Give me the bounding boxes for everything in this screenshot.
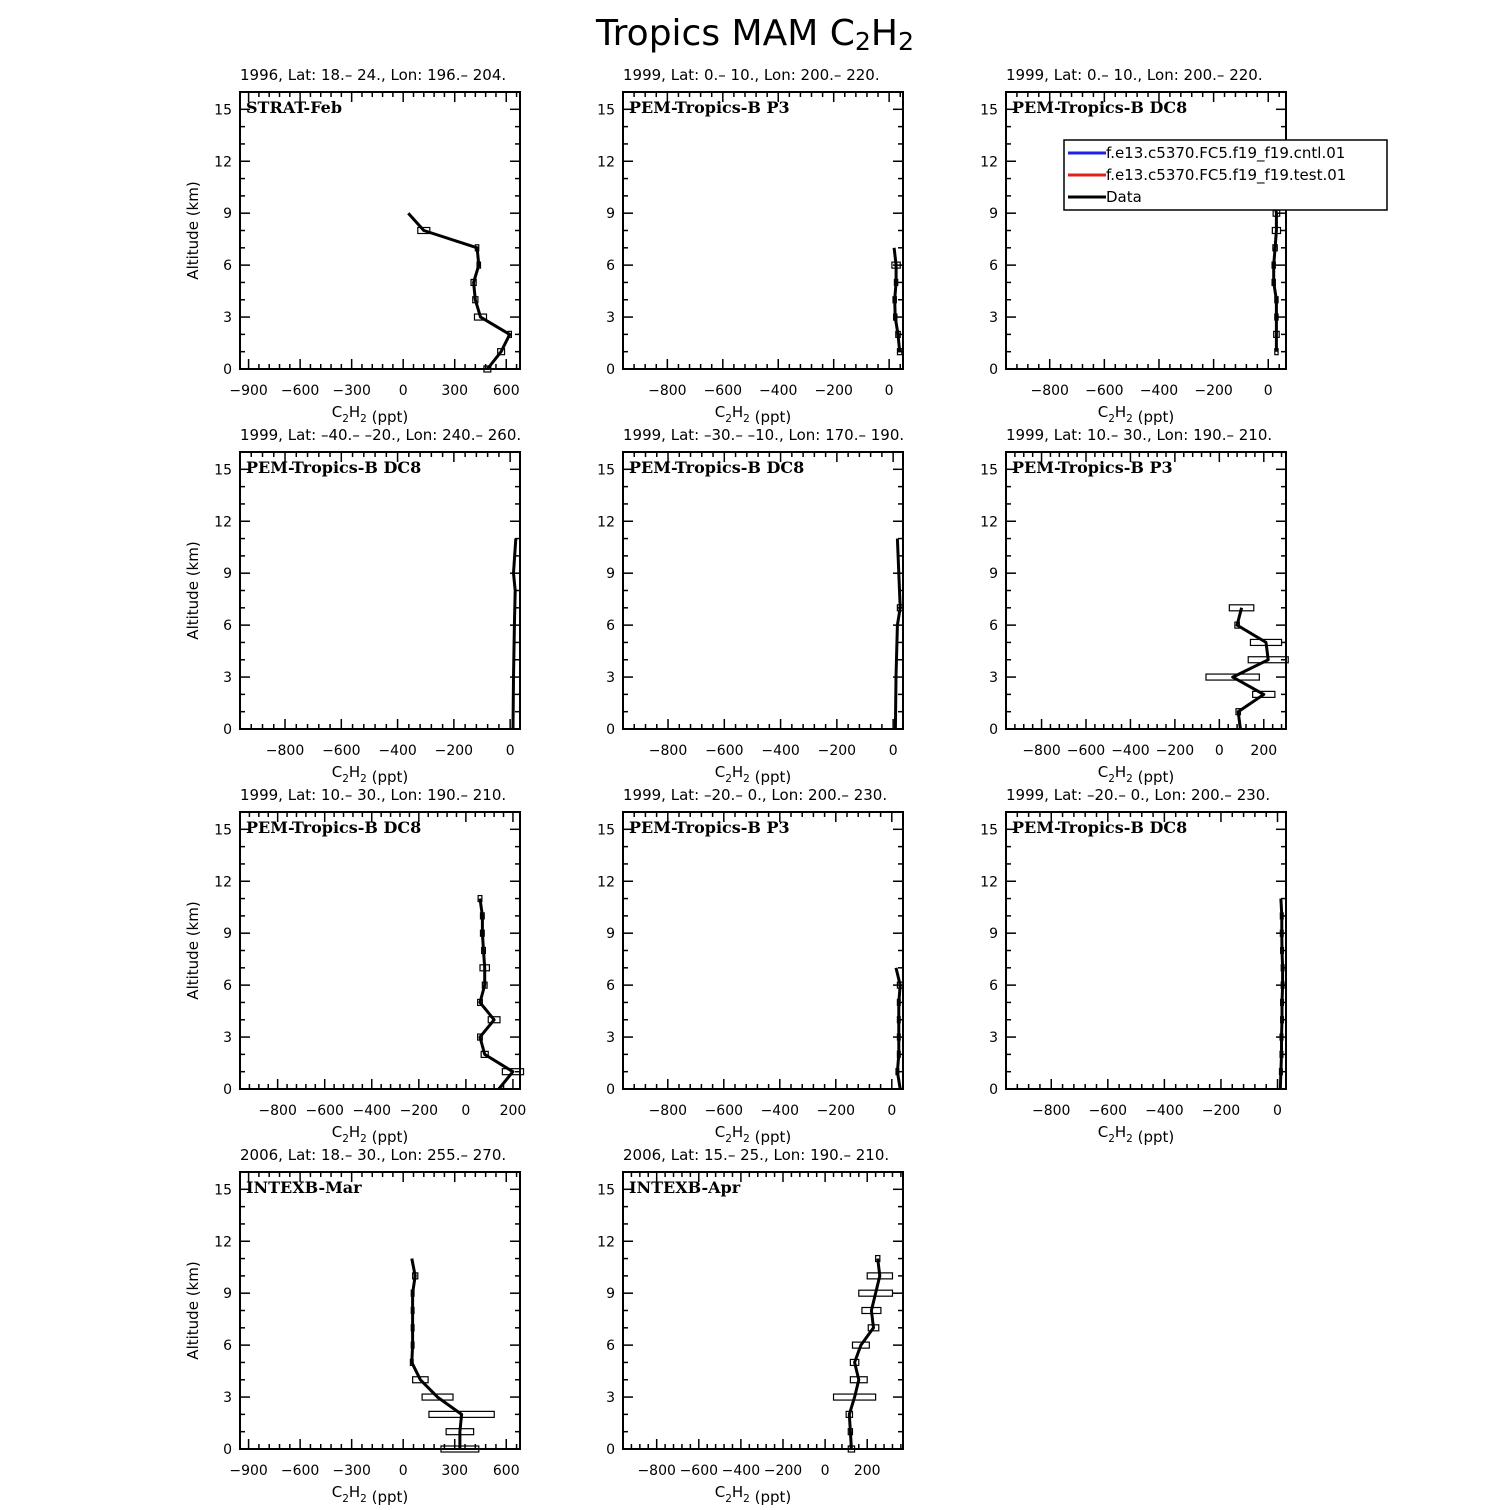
x-tick-label: −600: [280, 1463, 320, 1479]
x-tick-label: −400: [1111, 743, 1150, 759]
panel-title: 1999, Lat: 0.– 10., Lon: 200.– 220.: [623, 66, 880, 84]
y-tick-label: 0: [606, 362, 615, 378]
data-profile-line: [513, 539, 516, 729]
y-tick-label: 3: [223, 310, 232, 327]
x-axis-label: $C_2H_2$ (ppt): [714, 403, 792, 426]
y-tick-label: 3: [223, 670, 232, 687]
campaign-label: PEM-Tropics-B P3: [1012, 458, 1173, 477]
y-tick-label: 15: [597, 102, 615, 119]
y-tick-label: 12: [980, 154, 998, 171]
campaign-label: PEM-Tropics-B DC8: [1012, 98, 1188, 117]
x-tick-label: −900: [229, 1463, 268, 1479]
x-tick-label: −400: [759, 383, 798, 399]
panel-title: 1999, Lat: 0.– 10., Lon: 200.– 220.: [1006, 66, 1263, 84]
x-tick-label: −400: [721, 1463, 761, 1479]
x-tick-label: −800: [637, 1463, 676, 1479]
x-tick-label: −200: [814, 383, 853, 399]
x-axis-label: $C_2H_2$ (ppt): [331, 763, 409, 786]
campaign-label: PEM-Tropics-B DC8: [629, 458, 805, 477]
y-tick-label: 12: [980, 874, 998, 891]
legend-label: Data: [1106, 188, 1142, 206]
chart-panel-4: [184, 426, 521, 786]
y-tick-label: 6: [223, 258, 232, 275]
legend: [1064, 140, 1387, 210]
y-tick-label: 0: [989, 722, 998, 738]
x-tick-label: 600: [492, 1463, 520, 1479]
campaign-label: INTEXB-Apr: [629, 1178, 741, 1197]
chart-panel-5: [597, 426, 904, 786]
y-axis-label: Altitude (km): [184, 541, 202, 640]
x-tick-label: −300: [332, 1463, 371, 1479]
y-tick-label: 9: [223, 1286, 232, 1303]
x-axis-label: $C_2H_2$ (ppt): [331, 1123, 409, 1146]
x-axis-label: $C_2H_2$ (ppt): [1097, 763, 1175, 786]
y-tick-label: 12: [214, 514, 232, 531]
panel-title: 1999, Lat: 10.– 30., Lon: 190.– 210.: [1006, 426, 1273, 444]
x-tick-label: −200: [817, 743, 857, 759]
y-axis-label: Altitude (km): [184, 1261, 202, 1360]
x-tick-label: −600: [280, 383, 320, 399]
plot-frame: [623, 812, 903, 1089]
x-tick-label: −200: [1155, 743, 1195, 759]
data-profile-line: [896, 968, 900, 1089]
x-tick-label: −800: [648, 743, 688, 759]
chart-panel-10: [184, 1146, 520, 1506]
x-tick-label: 200: [1250, 743, 1278, 759]
y-tick-label: 3: [989, 310, 998, 327]
y-tick-label: 15: [597, 462, 615, 479]
y-tick-label: 0: [989, 362, 998, 378]
x-tick-label: 0: [884, 383, 894, 399]
x-tick-label: 0: [888, 743, 898, 759]
x-tick-label: −600: [1085, 383, 1124, 399]
x-axis-label: $C_2H_2$ (ppt): [714, 763, 792, 786]
y-tick-label: 15: [214, 822, 232, 839]
chart-panel-3: [980, 66, 1286, 426]
x-tick-label: −400: [1139, 383, 1179, 399]
y-tick-label: 12: [597, 154, 615, 171]
y-tick-label: 9: [989, 206, 998, 223]
x-tick-label: 600: [492, 383, 520, 399]
x-tick-label: 0: [820, 1463, 830, 1479]
x-tick-label: −800: [1022, 743, 1061, 759]
panel-title: 1996, Lat: 18.– 24., Lon: 196.– 204.: [240, 66, 507, 84]
x-tick-label: −600: [305, 1103, 344, 1119]
chart-panel-1: [184, 66, 520, 426]
data-profile-line: [895, 539, 900, 729]
y-tick-label: 6: [989, 258, 998, 275]
campaign-label: PEM-Tropics-B DC8: [1012, 818, 1188, 837]
y-tick-label: 3: [223, 1390, 232, 1407]
x-tick-label: −200: [763, 1463, 803, 1479]
x-axis-label: $C_2H_2$ (ppt): [331, 403, 409, 426]
y-tick-label: 3: [606, 310, 615, 327]
panel-title: 1999, Lat: –20.– 0., Lon: 200.– 230.: [623, 786, 888, 804]
x-axis-label: $C_2H_2$ (ppt): [1097, 1123, 1175, 1146]
plot-frame: [623, 92, 903, 369]
y-tick-label: 0: [606, 1442, 615, 1458]
chart-panel-8: [597, 786, 903, 1146]
chart-panel-6: [980, 426, 1288, 786]
x-tick-label: 200: [499, 1103, 527, 1119]
x-tick-label: −400: [1145, 1103, 1184, 1119]
x-tick-label: −600: [679, 1463, 719, 1479]
legend-label: f.e13.c5370.FC5.f19_f19.test.01: [1106, 166, 1347, 184]
x-tick-label: −400: [761, 743, 800, 759]
plot-frame: [240, 92, 520, 369]
data-profile-line: [1280, 899, 1282, 1089]
x-tick-label: −800: [648, 383, 687, 399]
x-tick-label: −200: [1194, 383, 1233, 399]
panel-title: 1999, Lat: –30.– –10., Lon: 170.– 190.: [623, 426, 905, 444]
x-tick-label: −200: [816, 1103, 856, 1119]
y-tick-label: 12: [214, 1234, 232, 1251]
panel-title: 2006, Lat: 15.– 25., Lon: 190.– 210.: [623, 1146, 890, 1164]
y-tick-label: 0: [606, 1082, 615, 1098]
plot-frame: [623, 1172, 903, 1449]
x-tick-label: −300: [332, 383, 371, 399]
y-tick-label: 0: [223, 722, 232, 738]
x-tick-label: −800: [648, 1103, 688, 1119]
y-tick-label: 6: [989, 978, 998, 995]
x-tick-label: −900: [229, 383, 268, 399]
y-axis-label: Altitude (km): [184, 181, 202, 280]
x-tick-label: −600: [322, 743, 361, 759]
main-title: Tropics MAM C2H2: [595, 13, 915, 56]
x-tick-label: 300: [441, 1463, 469, 1479]
x-axis-label: $C_2H_2$ (ppt): [1097, 403, 1175, 426]
y-tick-label: 15: [214, 1182, 232, 1199]
x-tick-label: 0: [1214, 743, 1224, 759]
y-tick-label: 6: [989, 618, 998, 635]
campaign-label: PEM-Tropics-B P3: [629, 98, 790, 117]
x-tick-label: 0: [398, 1463, 408, 1479]
y-tick-label: 6: [606, 1338, 615, 1355]
x-tick-label: 0: [398, 383, 408, 399]
x-tick-label: 200: [853, 1463, 881, 1479]
plot-frame: [1006, 452, 1286, 729]
y-tick-label: 3: [223, 1030, 232, 1047]
campaign-label: INTEXB-Mar: [246, 1178, 362, 1197]
chart-panel-9: [980, 786, 1286, 1146]
y-tick-label: 15: [980, 102, 998, 119]
x-tick-label: −600: [703, 383, 743, 399]
y-tick-label: 12: [214, 874, 232, 891]
x-tick-label: 0: [887, 1103, 897, 1119]
x-tick-label: −600: [1066, 743, 1106, 759]
campaign-label: STRAT-Feb: [246, 98, 343, 117]
y-axis-label: Altitude (km): [184, 901, 202, 1000]
x-axis-label: $C_2H_2$ (ppt): [714, 1123, 792, 1146]
x-tick-label: 0: [1273, 1103, 1282, 1119]
campaign-label: PEM-Tropics-B DC8: [246, 818, 422, 837]
campaign-label: PEM-Tropics-B P3: [629, 818, 790, 837]
x-tick-label: −200: [399, 1103, 439, 1119]
y-tick-label: 6: [223, 978, 232, 995]
plot-frame: [1006, 812, 1286, 1089]
y-tick-label: 9: [606, 566, 615, 583]
y-tick-label: 9: [989, 566, 998, 583]
data-profile-line: [408, 213, 509, 369]
y-tick-label: 15: [980, 462, 998, 479]
y-tick-label: 15: [597, 1182, 615, 1199]
data-profile-line: [480, 899, 513, 1089]
y-tick-label: 9: [223, 206, 232, 223]
y-tick-label: 15: [214, 102, 232, 119]
y-tick-label: 9: [606, 926, 615, 943]
data-profile-line: [1233, 608, 1269, 729]
y-tick-label: 0: [223, 362, 232, 378]
chart-panel-7: [184, 786, 526, 1146]
y-tick-label: 3: [989, 1030, 998, 1047]
y-tick-label: 12: [597, 874, 615, 891]
x-tick-label: −600: [1088, 1103, 1128, 1119]
y-tick-label: 12: [597, 1234, 615, 1251]
y-tick-label: 3: [606, 1030, 615, 1047]
x-tick-label: −400: [352, 1103, 391, 1119]
panel-title: 1999, Lat: –20.– 0., Lon: 200.– 230.: [1006, 786, 1271, 804]
x-tick-label: 0: [461, 1103, 471, 1119]
x-tick-label: −600: [705, 743, 744, 759]
x-tick-label: 300: [441, 383, 469, 399]
y-tick-label: 9: [606, 206, 615, 223]
y-tick-label: 3: [989, 670, 998, 687]
y-tick-label: 9: [606, 1286, 615, 1303]
y-tick-label: 15: [980, 822, 998, 839]
plot-frame: [1006, 92, 1286, 369]
plot-frame: [240, 812, 520, 1089]
x-tick-label: −800: [1032, 1103, 1071, 1119]
y-tick-label: 9: [223, 566, 232, 583]
x-tick-label: −200: [434, 743, 474, 759]
x-tick-label: −800: [265, 743, 305, 759]
campaign-label: PEM-Tropics-B DC8: [246, 458, 422, 477]
y-tick-label: 0: [223, 1082, 232, 1098]
y-tick-label: 3: [606, 670, 615, 687]
y-tick-label: 12: [597, 514, 615, 531]
y-tick-label: 12: [980, 514, 998, 531]
y-tick-label: 6: [606, 978, 615, 995]
y-tick-label: 12: [214, 154, 232, 171]
y-tick-label: 9: [223, 926, 232, 943]
panel-title: 2006, Lat: 18.– 30., Lon: 255.– 270.: [240, 1146, 507, 1164]
data-profile-line: [412, 1259, 462, 1449]
y-tick-label: 15: [214, 462, 232, 479]
panel-title: 1999, Lat: 10.– 30., Lon: 190.– 210.: [240, 786, 507, 804]
legend-label: f.e13.c5370.FC5.f19_f19.cntl.01: [1106, 144, 1346, 162]
y-tick-label: 3: [606, 1390, 615, 1407]
y-tick-label: 15: [597, 822, 615, 839]
x-tick-label: −400: [760, 1103, 800, 1119]
plot-frame: [240, 1172, 520, 1449]
x-tick-label: −800: [258, 1103, 297, 1119]
y-tick-label: 0: [606, 722, 615, 738]
y-tick-label: 9: [989, 926, 998, 943]
panel-title: 1999, Lat: –40.– –20., Lon: 240.– 260.: [240, 426, 522, 444]
y-tick-label: 0: [989, 1082, 998, 1098]
y-tick-label: 0: [223, 1442, 232, 1458]
x-axis-label: $C_2H_2$ (ppt): [331, 1483, 409, 1506]
x-tick-label: 0: [505, 743, 515, 759]
x-tick-label: −800: [1030, 383, 1069, 399]
y-tick-label: 6: [223, 618, 232, 635]
x-tick-label: −600: [704, 1103, 744, 1119]
x-tick-label: 0: [1263, 383, 1273, 399]
x-tick-label: −200: [1201, 1103, 1241, 1119]
chart-panel-2: [597, 66, 903, 426]
plot-frame: [240, 452, 520, 729]
x-tick-label: −400: [378, 743, 417, 759]
data-profile-line: [849, 1259, 880, 1449]
x-axis-label: $C_2H_2$ (ppt): [714, 1483, 792, 1506]
chart-panel-11: [597, 1146, 903, 1506]
y-tick-label: 6: [606, 258, 615, 275]
y-tick-label: 6: [606, 618, 615, 635]
y-tick-label: 6: [223, 1338, 232, 1355]
plot-frame: [623, 452, 903, 729]
